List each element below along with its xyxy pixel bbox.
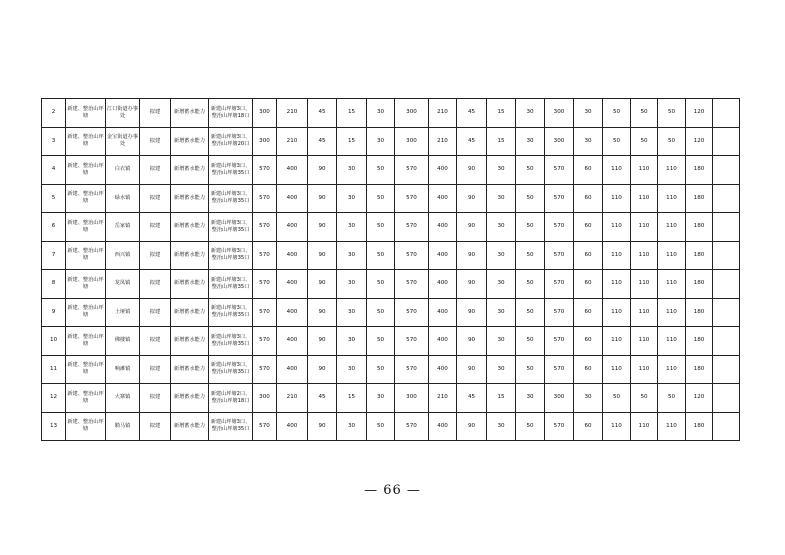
table-cell: 11 — [42, 355, 66, 384]
table-cell: 45 — [457, 127, 487, 156]
table-cell: 新建山坪塘3口、整治山坪塘35口 — [209, 241, 253, 270]
table-cell — [713, 412, 740, 441]
table-cell: 90 — [308, 412, 337, 441]
table-cell: 570 — [545, 355, 574, 384]
table-cell: 210 — [429, 99, 457, 128]
project-table — [41, 98, 740, 441]
table-cell: 13 — [42, 412, 66, 441]
table-cell — [713, 270, 740, 299]
table-cell: 90 — [457, 241, 487, 270]
table-cell: 拟建 — [140, 127, 171, 156]
table-cell: 90 — [457, 355, 487, 384]
table-cell: 110 — [603, 298, 631, 327]
table-cell: 400 — [277, 241, 308, 270]
table-cell: 180 — [686, 298, 713, 327]
table-cell: 180 — [686, 241, 713, 270]
table-cell: 佛楼镇 — [106, 327, 140, 356]
table-cell — [713, 184, 740, 213]
table-cell: 新增蓄水能力 — [171, 156, 209, 185]
table-cell: 60 — [574, 184, 603, 213]
table-cell: 30 — [337, 270, 367, 299]
table-cell: 金宝街道办事处 — [106, 127, 140, 156]
table-cell: 110 — [603, 241, 631, 270]
table-cell: 400 — [277, 412, 308, 441]
table-cell: 30 — [487, 270, 516, 299]
table-row — [42, 327, 740, 356]
table-cell: 50 — [516, 298, 545, 327]
table-cell: 90 — [457, 184, 487, 213]
table-cell: 新增蓄水能力 — [171, 213, 209, 242]
table-cell: 新建山坪塘3口、整治山坪塘35口 — [209, 156, 253, 185]
table-cell: 60 — [574, 298, 603, 327]
table-cell: 50 — [516, 241, 545, 270]
table-cell: 30 — [487, 298, 516, 327]
table-cell: 110 — [603, 327, 631, 356]
table-cell: 50 — [367, 298, 395, 327]
table-cell — [713, 384, 740, 413]
table-cell: 570 — [395, 213, 429, 242]
table-cell: 300 — [545, 99, 574, 128]
table-cell: 400 — [277, 156, 308, 185]
table-cell: 110 — [631, 270, 658, 299]
table-cell: 570 — [395, 156, 429, 185]
table-cell: 400 — [429, 213, 457, 242]
table-row — [42, 384, 740, 413]
table-cell: 30 — [337, 184, 367, 213]
table-cell: 新增蓄水能力 — [171, 184, 209, 213]
table-cell: 50 — [658, 127, 686, 156]
table-cell: 15 — [337, 99, 367, 128]
table-cell: 30 — [487, 355, 516, 384]
table-cell: 30 — [487, 184, 516, 213]
table-cell: 2 — [42, 99, 66, 128]
table-cell: 120 — [686, 384, 713, 413]
table-cell: 15 — [487, 127, 516, 156]
table-cell: 90 — [308, 184, 337, 213]
table-cell: 30 — [487, 213, 516, 242]
table-cell: 400 — [429, 355, 457, 384]
table-cell: 180 — [686, 327, 713, 356]
table-cell: 570 — [545, 184, 574, 213]
table-cell: 新建山坪塘3口、整治山坪塘35口 — [209, 327, 253, 356]
table-cell: 400 — [277, 270, 308, 299]
table-cell: 110 — [603, 184, 631, 213]
table-cell: 新建山坪塘2口、整治山坪塘18口 — [209, 384, 253, 413]
table-cell: 50 — [603, 384, 631, 413]
table-cell: 570 — [395, 270, 429, 299]
table-cell — [713, 127, 740, 156]
table-cell: 新建山坪塘3口、整治山坪塘35口 — [209, 270, 253, 299]
table-cell: 大寨镇 — [106, 384, 140, 413]
table-cell: 新建、整治山坪塘 — [66, 184, 106, 213]
table-cell: 新增蓄水能力 — [171, 355, 209, 384]
table-cell: 110 — [603, 270, 631, 299]
table-cell: 90 — [457, 412, 487, 441]
table-cell — [713, 327, 740, 356]
table-cell: 570 — [253, 184, 277, 213]
table-cell: 新建、整治山坪塘 — [66, 327, 106, 356]
table-cell: 30 — [487, 327, 516, 356]
table-cell: 50 — [603, 99, 631, 128]
table-cell: 90 — [308, 156, 337, 185]
table-row — [42, 412, 740, 441]
table-cell: 180 — [686, 184, 713, 213]
table-cell: 90 — [457, 156, 487, 185]
table-cell: 50 — [367, 184, 395, 213]
table-cell: 110 — [631, 241, 658, 270]
table-cell: 新增蓄水能力 — [171, 298, 209, 327]
table-cell: 5 — [42, 184, 66, 213]
table-cell: 110 — [658, 355, 686, 384]
table-cell: 新建、整治山坪塘 — [66, 241, 106, 270]
table-cell: 拟建 — [140, 327, 171, 356]
table-cell: 30 — [337, 327, 367, 356]
table-cell: 4 — [42, 156, 66, 185]
table-cell: 拟建 — [140, 184, 171, 213]
table-cell: 110 — [658, 156, 686, 185]
table-cell: 50 — [631, 99, 658, 128]
table-cell: 江口街道办事处 — [106, 99, 140, 128]
table-cell: 50 — [367, 156, 395, 185]
table-row — [42, 184, 740, 213]
table-cell: 50 — [516, 156, 545, 185]
table-cell: 45 — [308, 127, 337, 156]
table-cell: 90 — [308, 298, 337, 327]
table-cell: 110 — [658, 184, 686, 213]
table-cell: 110 — [603, 412, 631, 441]
table-cell: 50 — [367, 270, 395, 299]
table-cell: 新建、整治山坪塘 — [66, 298, 106, 327]
table-cell: 60 — [574, 241, 603, 270]
table-cell: 新建山坪塘3口、整治山坪塘35口 — [209, 298, 253, 327]
table-cell: 210 — [429, 127, 457, 156]
table-cell: 570 — [253, 327, 277, 356]
table-cell: 400 — [429, 327, 457, 356]
table-cell: 110 — [658, 213, 686, 242]
table-row — [42, 241, 740, 270]
table-cell: 新建、整治山坪塘 — [66, 213, 106, 242]
table-cell: 110 — [658, 327, 686, 356]
table-cell: 50 — [516, 412, 545, 441]
table-cell: 110 — [631, 213, 658, 242]
table-cell: 570 — [395, 298, 429, 327]
table-cell: 570 — [545, 298, 574, 327]
table-cell: 响滩镇 — [106, 355, 140, 384]
table-cell: 50 — [516, 355, 545, 384]
table-cell: 拟建 — [140, 384, 171, 413]
table-cell: 新增蓄水能力 — [171, 384, 209, 413]
table-cell: 30 — [337, 213, 367, 242]
table-cell: 50 — [367, 213, 395, 242]
table-cell: 570 — [545, 327, 574, 356]
table-cell: 50 — [516, 184, 545, 213]
table-cell — [713, 99, 740, 128]
table-cell: 400 — [429, 156, 457, 185]
table-cell: 新建山坪塘3口、整治山坪塘20口 — [209, 127, 253, 156]
table-cell: 60 — [574, 213, 603, 242]
table-row — [42, 127, 740, 156]
table-cell: 120 — [686, 99, 713, 128]
table-cell: 90 — [457, 213, 487, 242]
table-cell: 90 — [457, 270, 487, 299]
table-cell: 50 — [367, 241, 395, 270]
table-cell: 30 — [337, 412, 367, 441]
table-cell: 土垭镇 — [106, 298, 140, 327]
table-cell: 50 — [367, 327, 395, 356]
table-cell: 110 — [658, 270, 686, 299]
table-row — [42, 355, 740, 384]
table-cell: 300 — [253, 384, 277, 413]
table-cell: 110 — [631, 298, 658, 327]
table-cell: 400 — [429, 298, 457, 327]
table-cell: 110 — [603, 213, 631, 242]
table-cell: 210 — [277, 99, 308, 128]
table-cell: 300 — [545, 384, 574, 413]
table-cell: 新增蓄水能力 — [171, 412, 209, 441]
table-cell: 新建、整治山坪塘 — [66, 127, 106, 156]
table-cell: 90 — [308, 355, 337, 384]
table-row — [42, 213, 740, 242]
table-cell: 拟建 — [140, 99, 171, 128]
table-cell: 210 — [277, 127, 308, 156]
table-cell: 570 — [395, 241, 429, 270]
table-cell — [713, 241, 740, 270]
table-cell: 90 — [308, 213, 337, 242]
table-cell: 50 — [603, 127, 631, 156]
table-cell: 570 — [253, 298, 277, 327]
table-cell: 新建、整治山坪塘 — [66, 384, 106, 413]
table-cell: 50 — [516, 327, 545, 356]
table-cell: 新增蓄水能力 — [171, 327, 209, 356]
table-cell: 180 — [686, 412, 713, 441]
table-row — [42, 298, 740, 327]
table-cell: 45 — [308, 99, 337, 128]
page-number: — 66 — — [364, 483, 421, 498]
table-cell: 570 — [395, 412, 429, 441]
table-cell: 新建山坪塘3口、整治山坪塘35口 — [209, 184, 253, 213]
table-cell: 拟建 — [140, 355, 171, 384]
table-cell: 90 — [457, 298, 487, 327]
table-cell: 300 — [395, 384, 429, 413]
table-cell: 新建、整治山坪塘 — [66, 270, 106, 299]
table-cell: 110 — [658, 298, 686, 327]
table-cell: 9 — [42, 298, 66, 327]
table-cell: 拟建 — [140, 241, 171, 270]
table-cell: 60 — [574, 412, 603, 441]
table-cell: 45 — [308, 384, 337, 413]
table-cell: 570 — [395, 184, 429, 213]
table-cell: 570 — [545, 213, 574, 242]
table-cell: 110 — [603, 355, 631, 384]
table-cell: 新建、整治山坪塘 — [66, 99, 106, 128]
table-cell: 8 — [42, 270, 66, 299]
table-cell: 400 — [277, 213, 308, 242]
table-cell: 拟建 — [140, 270, 171, 299]
table-cell: 新建山坪塘3口、整治山坪塘35口 — [209, 213, 253, 242]
table-cell: 岳家镇 — [106, 213, 140, 242]
table-cell: 绿水镇 — [106, 184, 140, 213]
table-cell: 570 — [253, 270, 277, 299]
table-cell: 180 — [686, 270, 713, 299]
table-cell: 新建、整治山坪塘 — [66, 355, 106, 384]
table-cell: 400 — [429, 270, 457, 299]
table-cell: 45 — [457, 384, 487, 413]
table-cell: 50 — [658, 384, 686, 413]
table-cell: 90 — [308, 241, 337, 270]
table-cell: 50 — [367, 355, 395, 384]
table-cell: 新增蓄水能力 — [171, 127, 209, 156]
table-cell: 50 — [516, 213, 545, 242]
table-body — [42, 99, 740, 441]
table-cell: 6 — [42, 213, 66, 242]
table-cell: 570 — [253, 213, 277, 242]
table-cell: 60 — [574, 156, 603, 185]
table-cell: 90 — [457, 327, 487, 356]
table-cell: 400 — [277, 184, 308, 213]
table-cell: 570 — [253, 412, 277, 441]
table-cell: 60 — [574, 355, 603, 384]
table-row — [42, 270, 740, 299]
table-cell — [713, 355, 740, 384]
table-cell: 新建、整治山坪塘 — [66, 156, 106, 185]
table-cell: 30 — [487, 412, 516, 441]
table-cell: 30 — [487, 156, 516, 185]
table-cell: 180 — [686, 355, 713, 384]
table-cell: 12 — [42, 384, 66, 413]
table-cell: 570 — [253, 355, 277, 384]
table-cell: 45 — [457, 99, 487, 128]
table-cell: 新增蓄水能力 — [171, 99, 209, 128]
table-cell: 新增蓄水能力 — [171, 270, 209, 299]
table-cell: 50 — [658, 99, 686, 128]
table-cell: 110 — [631, 327, 658, 356]
table-cell — [713, 213, 740, 242]
table-cell: 300 — [395, 99, 429, 128]
table-cell: 110 — [631, 184, 658, 213]
table-cell: 400 — [429, 412, 457, 441]
table-cell: 90 — [308, 327, 337, 356]
table-cell: 90 — [308, 270, 337, 299]
table-cell: 30 — [337, 241, 367, 270]
table-cell: 570 — [545, 270, 574, 299]
table-cell: 300 — [395, 127, 429, 156]
table-cell: 300 — [545, 127, 574, 156]
table-cell: 拟建 — [140, 412, 171, 441]
table-cell: 50 — [516, 270, 545, 299]
table-cell: 110 — [658, 412, 686, 441]
table-cell: 30 — [367, 99, 395, 128]
table-cell: 400 — [277, 298, 308, 327]
table-cell: 30 — [516, 127, 545, 156]
table-cell: 新建山坪塘3口、整治山坪塘35口 — [209, 412, 253, 441]
table-cell: 110 — [631, 412, 658, 441]
table-cell: 570 — [395, 355, 429, 384]
table-cell: 300 — [253, 127, 277, 156]
table-cell: 570 — [253, 156, 277, 185]
table-cell: 30 — [487, 241, 516, 270]
table-cell: 400 — [429, 184, 457, 213]
table-cell: 110 — [631, 156, 658, 185]
table-cell: 新增蓄水能力 — [171, 241, 209, 270]
table-cell — [713, 298, 740, 327]
table-cell — [713, 156, 740, 185]
table-cell: 30 — [367, 384, 395, 413]
table-cell: 新建、整治山坪塘 — [66, 412, 106, 441]
table-cell: 白衣镇 — [106, 156, 140, 185]
table-cell: 180 — [686, 156, 713, 185]
table-cell: 騎马镇 — [106, 412, 140, 441]
table-cell: 龙凤镇 — [106, 270, 140, 299]
table-row — [42, 99, 740, 128]
table-cell: 西兴镇 — [106, 241, 140, 270]
table-cell: 15 — [337, 384, 367, 413]
table-cell: 30 — [574, 127, 603, 156]
table-cell: 210 — [429, 384, 457, 413]
table-cell: 30 — [337, 156, 367, 185]
table-cell: 400 — [277, 355, 308, 384]
table-cell: 300 — [253, 99, 277, 128]
table-row — [42, 156, 740, 185]
table-cell: 570 — [545, 412, 574, 441]
table-cell: 400 — [429, 241, 457, 270]
table-cell: 3 — [42, 127, 66, 156]
table-cell: 新建山坪塘3口、整治山坪塘18口 — [209, 99, 253, 128]
table-cell: 拟建 — [140, 298, 171, 327]
table-cell: 210 — [277, 384, 308, 413]
table-cell: 570 — [395, 327, 429, 356]
table-cell: 110 — [631, 355, 658, 384]
table-cell: 新建山坪塘3口、整治山坪塘35口 — [209, 355, 253, 384]
table-cell: 180 — [686, 213, 713, 242]
table-cell: 400 — [277, 327, 308, 356]
table-cell: 120 — [686, 127, 713, 156]
table-cell: 15 — [487, 384, 516, 413]
table-cell: 30 — [337, 355, 367, 384]
table-cell: 30 — [516, 99, 545, 128]
table-cell: 570 — [545, 241, 574, 270]
table-cell: 拟建 — [140, 213, 171, 242]
table-cell: 60 — [574, 327, 603, 356]
table-cell: 15 — [487, 99, 516, 128]
table-cell: 50 — [631, 384, 658, 413]
table-cell: 110 — [658, 241, 686, 270]
table-cell: 570 — [253, 241, 277, 270]
table-cell: 拟建 — [140, 156, 171, 185]
table-cell: 30 — [516, 384, 545, 413]
table-cell: 110 — [603, 156, 631, 185]
table-cell: 7 — [42, 241, 66, 270]
table-cell: 50 — [631, 127, 658, 156]
table-cell: 50 — [367, 412, 395, 441]
table-cell: 570 — [545, 156, 574, 185]
table-cell: 30 — [367, 127, 395, 156]
table-cell: 30 — [337, 298, 367, 327]
table-cell: 10 — [42, 327, 66, 356]
table-cell: 15 — [337, 127, 367, 156]
table-cell: 30 — [574, 99, 603, 128]
table-cell: 30 — [574, 384, 603, 413]
table-cell: 60 — [574, 270, 603, 299]
